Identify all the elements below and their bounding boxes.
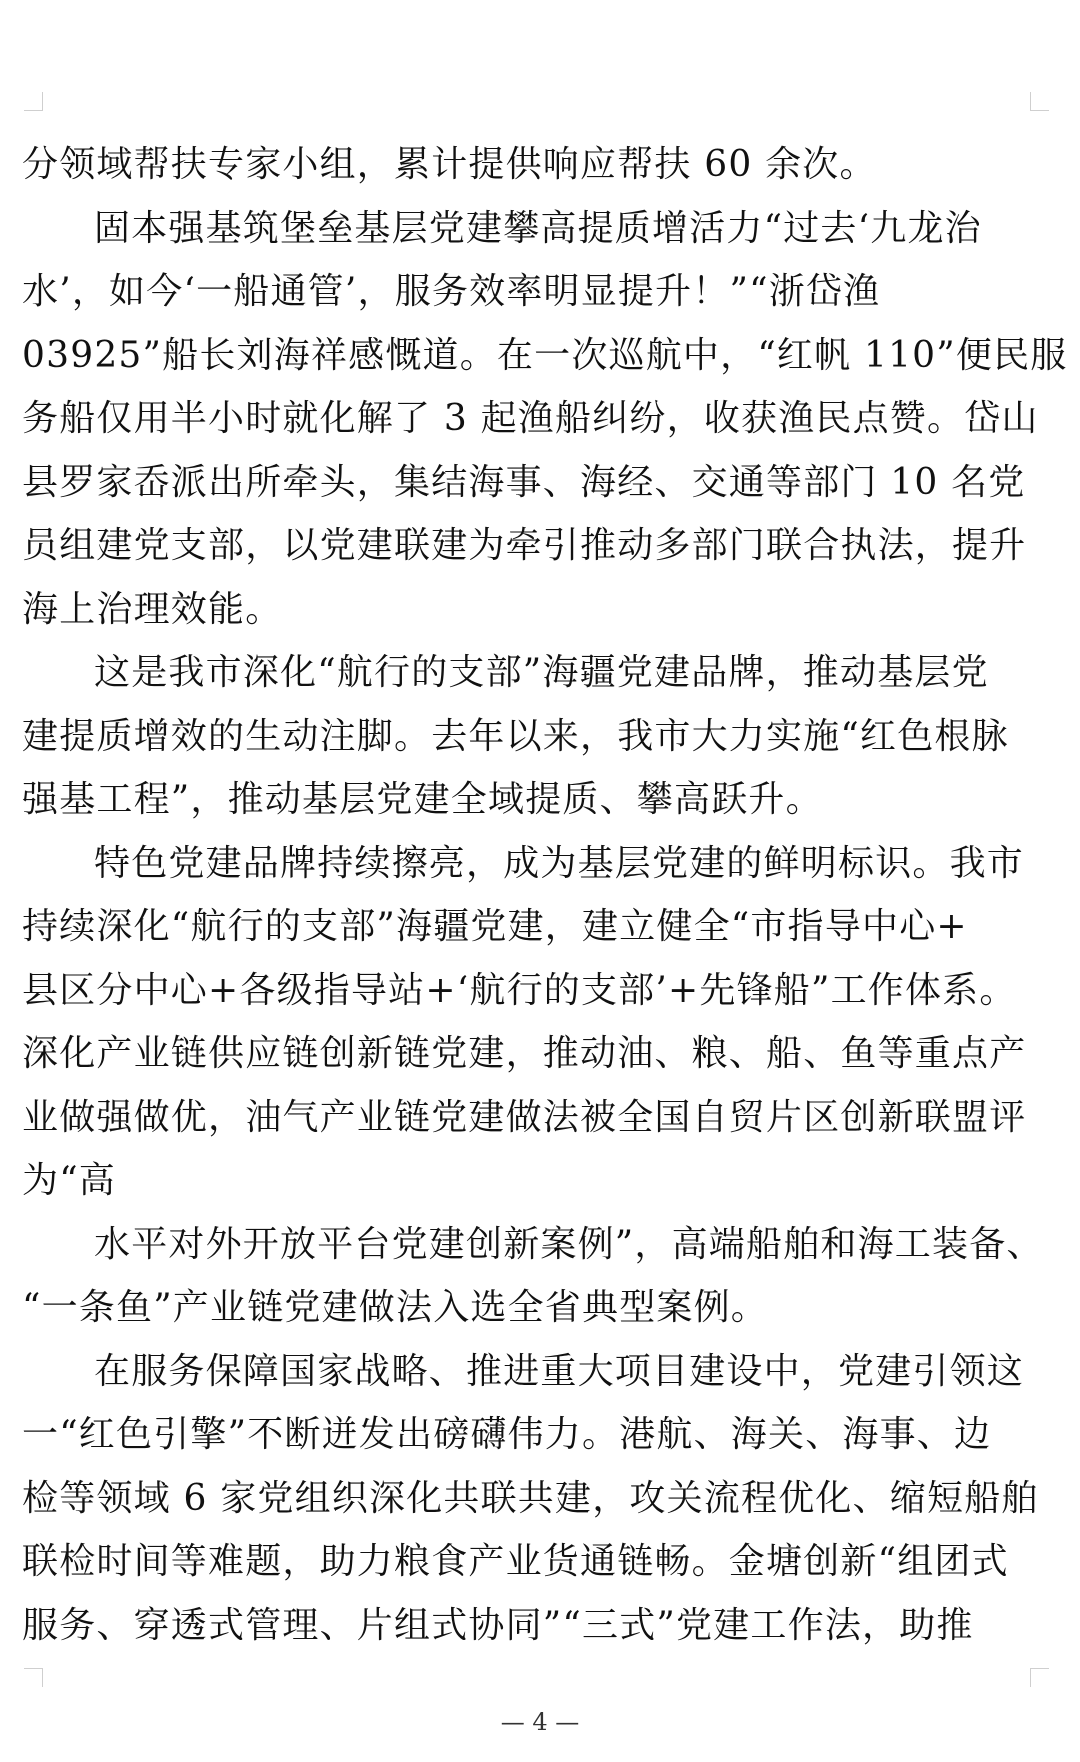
crop-mark-top-right <box>1030 92 1049 111</box>
text-line: 一“红色引擎”不断迸发出磅礴伟力。港航、海关、海事、边 <box>22 1414 992 1455</box>
text-line: 业做强做优，油气产业链党建做法被全国自贸片区创新联盟评 <box>22 1096 1027 1138</box>
text-line: 为“高 <box>22 1160 117 1201</box>
text-line: 固本强基筑堡垒基层党建攀高提质增活力“过去‘九龙治 <box>94 207 982 249</box>
text-line: 县区分中心+各级指导站+‘航行的支部’+先锋船”工作体系。 <box>22 969 1017 1011</box>
text-line: 这是我市深化“航行的支部”海疆党建品牌，推动基层党 <box>94 652 989 693</box>
text-line: 服务、穿透式管理、片组式协同”“三式”党建工作法，助推 <box>22 1604 974 1646</box>
text-line: 深化产业链供应链创新链党建，推动油、粮、船、鱼等重点产 <box>22 1033 1027 1074</box>
crop-mark-bottom-right <box>1030 1668 1049 1687</box>
text-line: 持续深化“航行的支部”海疆党建，建立健全“市指导中心+ <box>22 906 968 947</box>
text-line: 联检时间等难题，助力粮食产业货通链畅。金塘创新“组团式 <box>22 1541 1009 1582</box>
text-line: 03925”船长刘海祥感慨道。在一次巡航中，“红帆 110”便民服 <box>22 334 1068 376</box>
text-line: 在服务保障国家战略、推进重大项目建设中，党建引领这 <box>94 1350 1025 1392</box>
crop-mark-top-left <box>24 92 43 111</box>
body-text <box>22 133 1068 1657</box>
page-number: — 4 — <box>500 1708 580 1736</box>
text-line: 务船仅用半小时就化解了 3 起渔船纠纷，收获渔民点赞。岱山 <box>22 398 1039 439</box>
text-line: 检等领域 6 家党组织深化共联共建，攻关流程优化、缩短船舶 <box>22 1477 1039 1519</box>
text-line: 员组建党支部，以党建联建为牵引推动多部门联合执法，提升 <box>22 525 1027 566</box>
text-line: 县罗家岙派出所牵头，集结海事、海经、交通等部门 10 名党 <box>22 461 1026 503</box>
text-line: 建提质增效的生动注脚。去年以来，我市大力实施“红色根脉 <box>22 715 1009 757</box>
text-line: 海上治理效能。 <box>22 588 283 630</box>
text-line: 分领域帮扶专家小组，累计提供响应帮扶 60 余次。 <box>22 144 877 185</box>
text-line: “一条鱼”产业链党建做法入选全省典型案例。 <box>22 1287 769 1328</box>
text-line: 水平对外开放平台党建创新案例”，高端船舶和海工装备、 <box>94 1223 1044 1265</box>
text-line: 水’，如今‘一船通管’，服务效率明显提升！”“浙岱渔 <box>22 271 881 312</box>
text-line: 强基工程”，推动基层党建全域提质、攀高跃升。 <box>22 779 823 820</box>
text-line: 特色党建品牌持续擦亮，成为基层党建的鲜明标识。我市 <box>94 842 1025 884</box>
crop-mark-bottom-left <box>24 1668 43 1687</box>
